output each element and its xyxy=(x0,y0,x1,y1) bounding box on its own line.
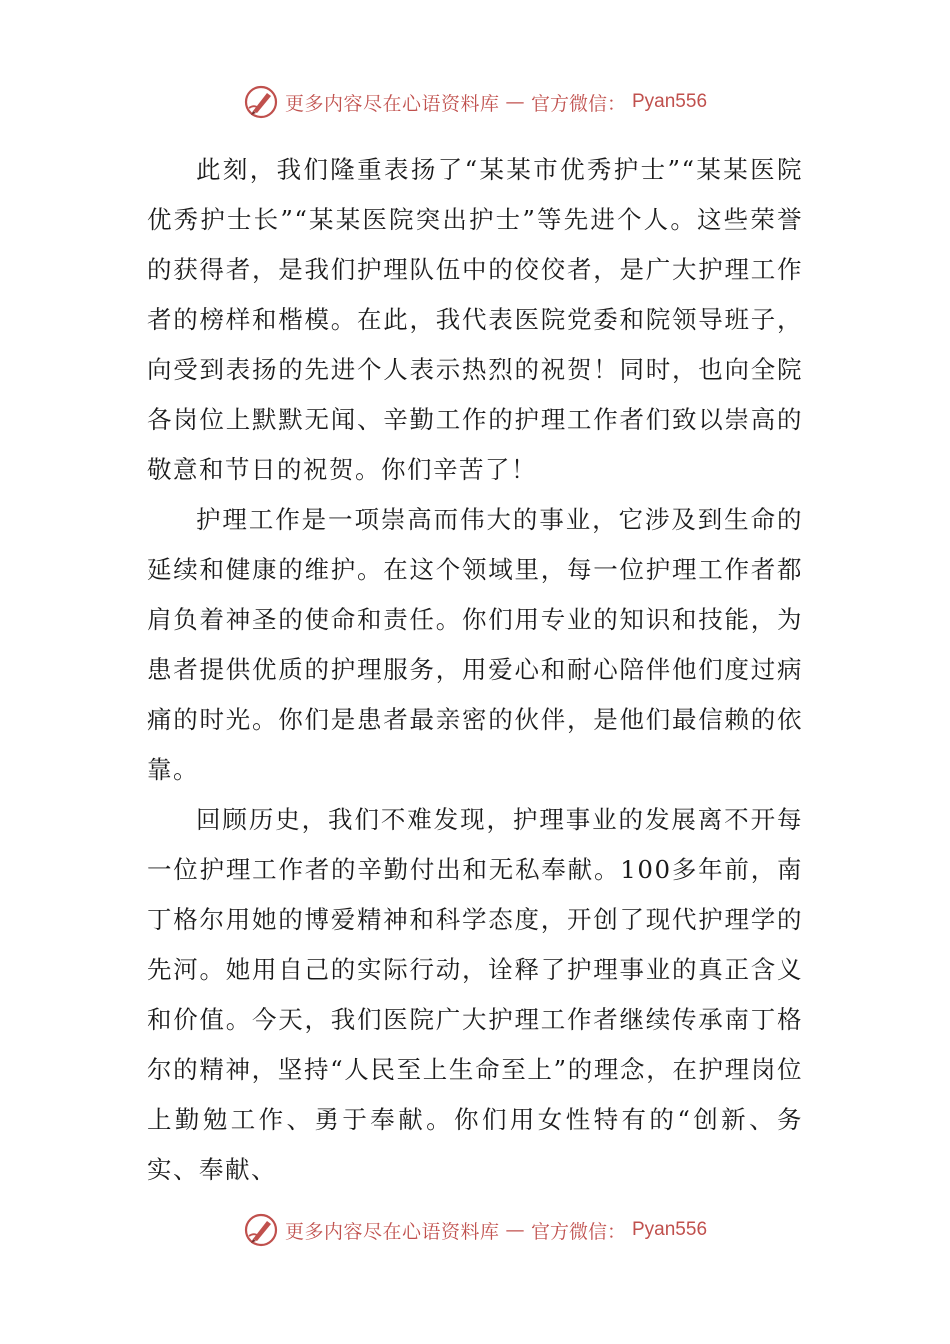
header-banner xyxy=(0,82,950,122)
paragraph-commendation: 此刻，我们隆重表扬了“某某市优秀护士”“某某医院优秀护士长”“某某医院突出护士”等先进个人。这些荣誉的获得者，是我们护理队伍中的佼佼者，是广大护理工作者的榜样和楷模。在此，我代表医院党委和院领导班子，向受到表扬的先进个人表示热烈的祝贺！同时，也向全院各岗位上默默无闻、辛勤工作的护理工作者们致以崇高的敬意和节日的祝贺。你们辛苦了！ xyxy=(147,155,803,484)
banner-dash: — xyxy=(505,91,525,113)
banner-wechat-id: Pyan556 xyxy=(632,91,708,112)
pen-logo-icon xyxy=(243,84,279,120)
banner-dash: — xyxy=(505,1219,525,1241)
banner-wechat-label: 官方微信： xyxy=(530,1220,626,1243)
footer-banner xyxy=(0,1210,950,1250)
paragraph-history: 回顾历史，我们不难发现，护理事业的发展离不开每一位护理工作者的辛勤付出和无私奉献。100多年前，南丁格尔用她的博爱精神和科学态度，开创了现代护理学的先河。她用自己的实际行动，诠释了护理事业的真正含义和价值。今天，我们医院广大护理工作者继续传承南丁格尔的精神，坚持“人民至上生命至上”的理念，在护理岗位上勤勉工作、勇于奉献。你们用女性特有的“创新、务实、奉献、 xyxy=(147,805,803,1184)
banner-slogan: 更多内容尽在心语资料库 xyxy=(284,1220,500,1243)
paragraph-nursing-career: 护理工作是一项崇高而伟大的事业，它涉及到生命的延续和健康的维护。在这个领域里，每一位护理工作者都肩负着神圣的使命和责任。你们用专业的知识和技能，为患者提供优质的护理服务，用爱心和耐心陪伴他们度过病痛的时光。你们是患者最亲密的伙伴，是他们最信赖的依靠。 xyxy=(147,505,803,784)
document-body xyxy=(147,145,803,1195)
banner-wechat-id: Pyan556 xyxy=(632,1219,708,1240)
pen-logo-icon xyxy=(243,1212,279,1248)
banner-slogan: 更多内容尽在心语资料库 xyxy=(284,92,500,115)
banner-wechat-label: 官方微信： xyxy=(530,92,626,115)
